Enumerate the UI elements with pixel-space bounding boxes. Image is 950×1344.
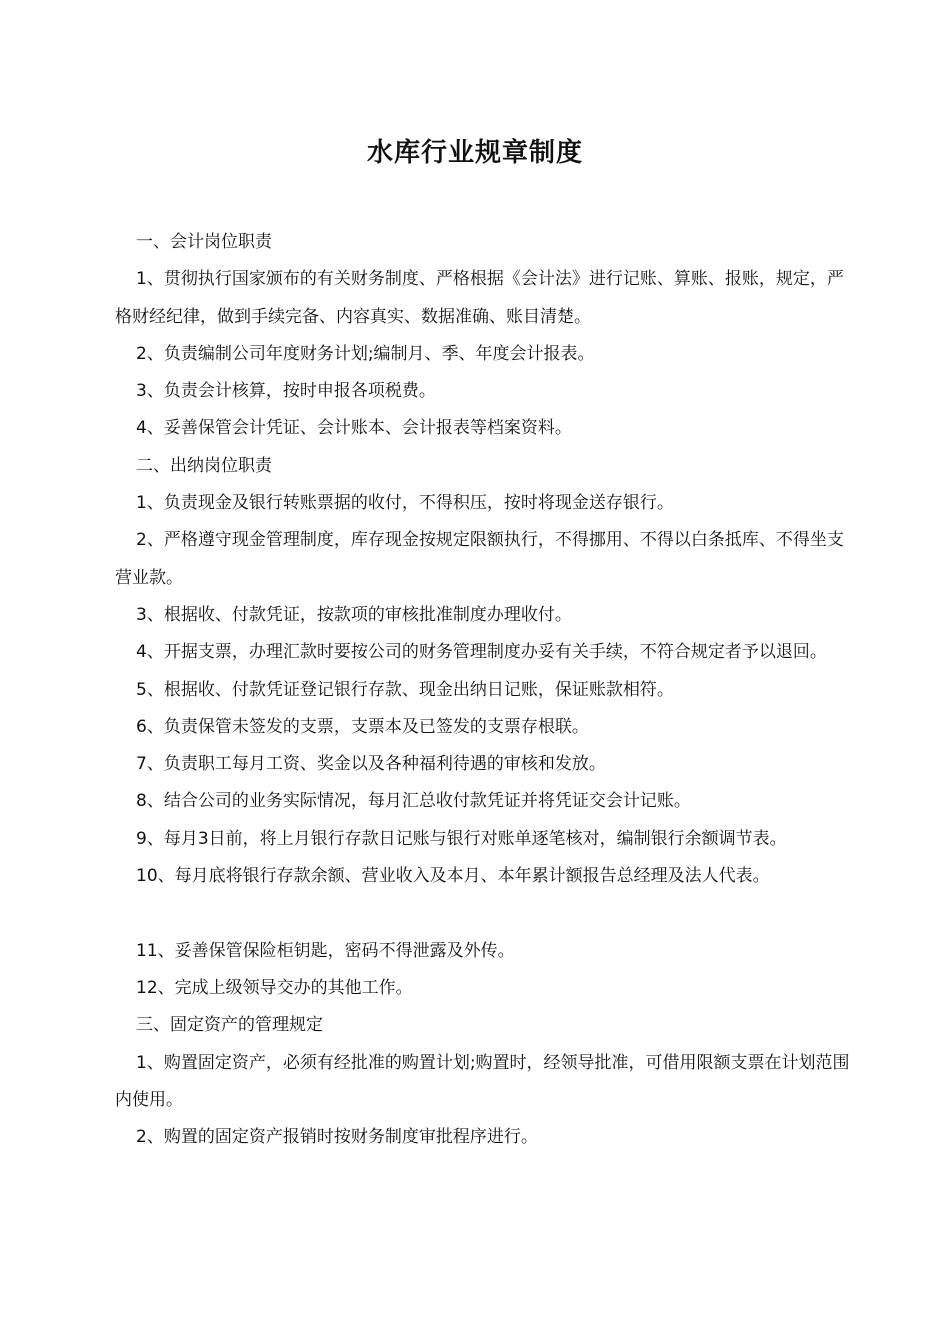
cashier-item-7: 7、负责职工每月工资、奖金以及各种福利待遇的审核和发放。 [136,754,606,775]
cashier-item-8: 8、结合公司的业务实际情况，每月汇总收付款凭证并将凭证交会计记账。 [136,791,691,812]
cashier-item-6: 6、负责保管未签发的支票，支票本及已签发的支票存根联。 [136,716,589,737]
document-title: 水库行业规章制度 [366,138,583,168]
blank-line [115,895,850,932]
document-body [115,224,850,1156]
accounting-item-3: 3、负责会计核算，按时申报各项税费。 [136,381,436,402]
accounting-item-2: 2、负责编制公司年度财务计划;编制月、季、年度会计报表。 [136,343,595,364]
cashier-item-5: 5、根据收、付款凭证登记银行存款、现金出纳日记账，保证账款相符。 [136,679,674,700]
cashier-item-4: 4、开据支票，办理汇款时要按公司的财务管理制度办妥有关手续，不符合规定者予以退回。 [136,642,827,663]
cashier-item-11: 11、妥善保管保险柜钥匙，密码不得泄露及外传。 [136,940,515,961]
cashier-item-1: 1、负责现金及银行转账票据的收付，不得积压，按时将现金送存银行。 [136,493,674,514]
section-heading-cashier: 二、出纳岗位职责 [136,455,272,476]
accounting-item-1: 1、贯彻执行国家颁布的有关财务制度、严格根据《会计法》进行记账、算账、报账，规定，严格财经纪律，做到手续完备、内容真实、数据准确、账目清楚。 [115,269,844,327]
cashier-item-2: 2、严格遵守现金管理制度，库存现金按规定限额执行，不得挪用、不得以白条抵库、不得坐支营业款。 [115,530,844,588]
fixed-assets-item-1: 1、购置固定资产，必须有经批准的购置计划;购置时，经领导批准，可借用限额支票在计划范围内使用。 [115,1052,850,1110]
section-heading-fixed-assets: 三、固定资产的管理规定 [136,1015,323,1036]
cashier-item-10: 10、每月底将银行存款余额、营业收入及本月、本年累计额报告总经理及法人代表。 [136,866,770,887]
cashier-item-12: 12、完成上级领导交办的其他工作。 [136,977,413,998]
fixed-assets-item-2: 2、购置的固定资产报销时按财务制度审批程序进行。 [136,1127,538,1148]
accounting-item-4: 4、妥善保管会计凭证、会计账本、会计报表等档案资料。 [136,418,572,439]
cashier-item-9: 9、每月3日前，将上月银行存款日记账与银行对账单逐笔核对，编制银行余额调节表。 [136,828,787,849]
section-heading-accounting: 一、会计岗位职责 [136,232,272,252]
cashier-item-3: 3、根据收、付款凭证，按款项的审核批准制度办理收付。 [136,604,572,625]
